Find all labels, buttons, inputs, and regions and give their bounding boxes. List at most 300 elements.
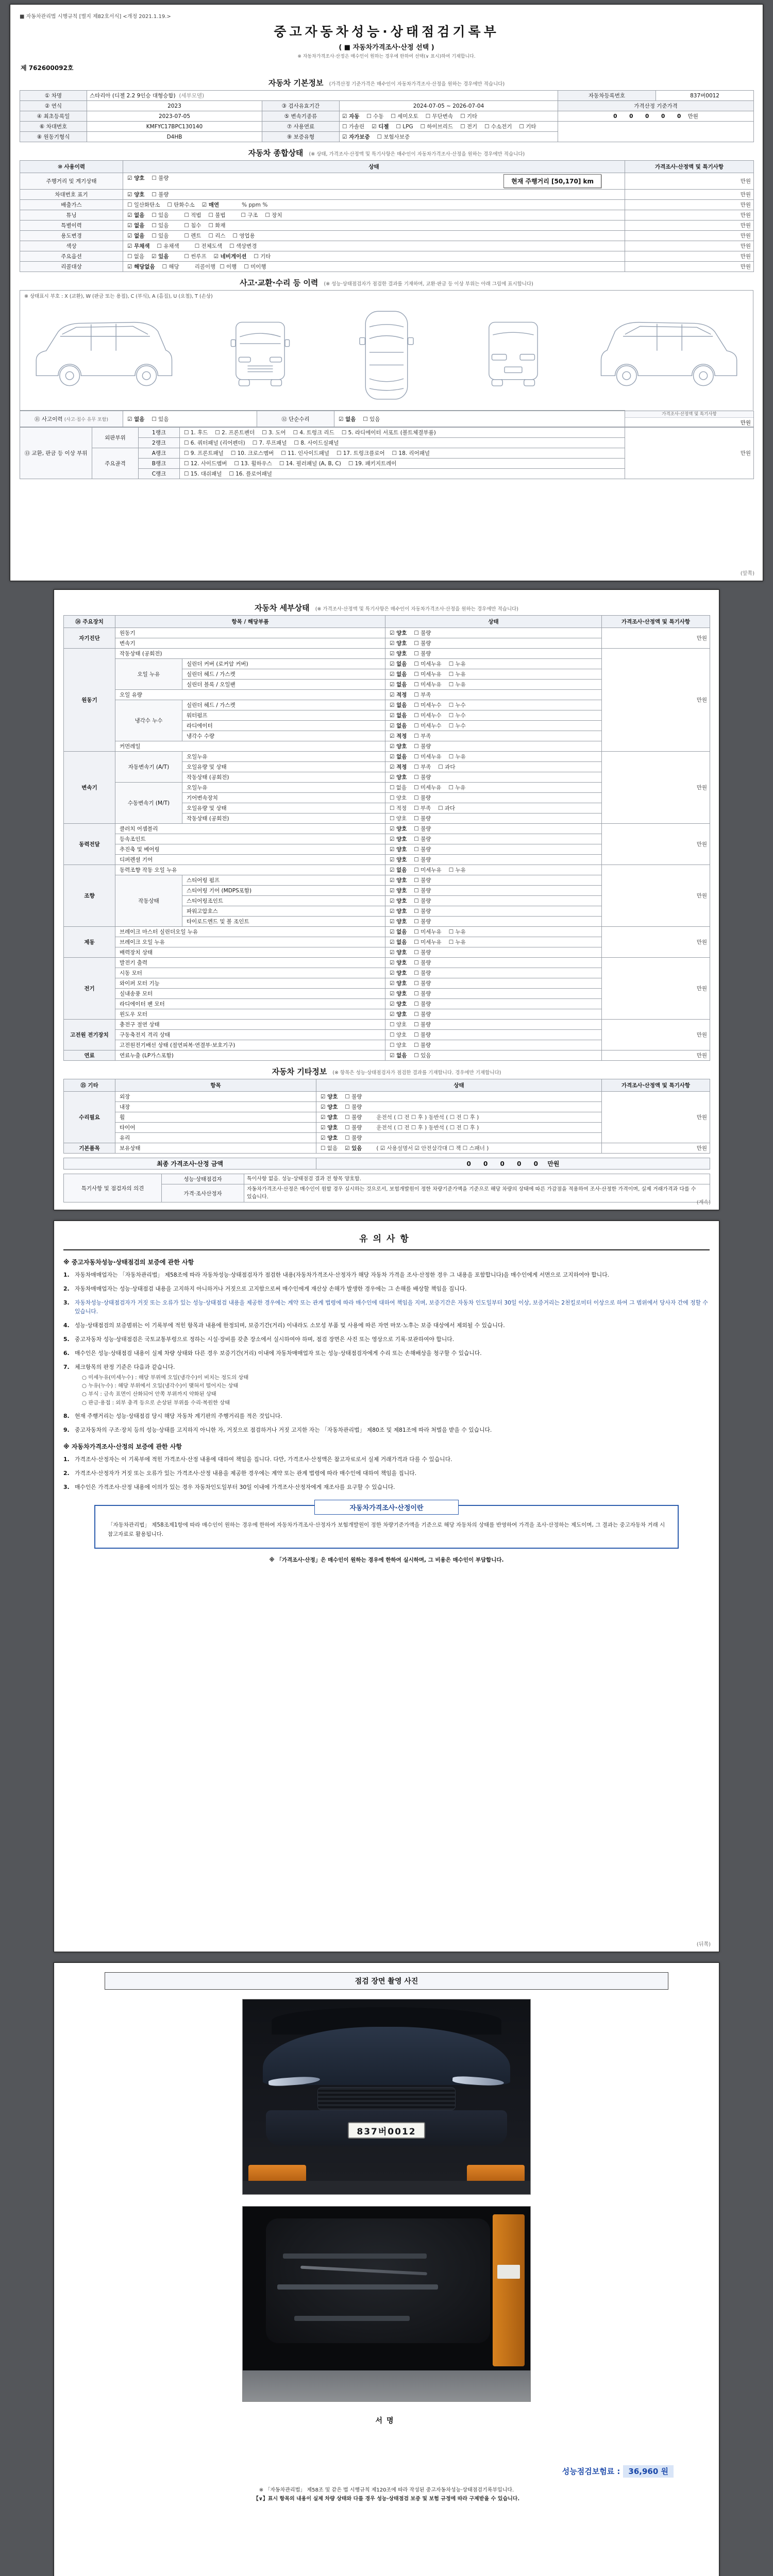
table-row [64, 1020, 710, 1030]
rank-category: 주요골격 [92, 448, 139, 479]
checkbox-unchecked[interactable]: ☐ 불법 [208, 212, 226, 218]
notice-text: 체크항목의 판정 기준은 다음과 같습니다. [75, 1363, 175, 1370]
checkbox-unchecked[interactable]: ☐ 유채색 [157, 243, 179, 249]
vehicle-rear-diagram [470, 304, 556, 407]
table-row [20, 91, 754, 101]
checkbox-unchecked[interactable]: ☐ 누수 [448, 723, 466, 729]
checkbox-unchecked[interactable]: ☐ 양호 [390, 816, 407, 822]
item-label: 실린더 블록 / 오일팬 [182, 680, 385, 690]
checkbox-unchecked[interactable]: ☐ 불량 [414, 630, 431, 636]
checkbox-unchecked[interactable]: ☐ 전기 [460, 124, 478, 130]
state-cell [385, 721, 602, 731]
checkbox-checked[interactable]: ☑ 있음 [152, 253, 169, 260]
checkbox-unchecked[interactable]: ☐ 12. 사이드멤버 [184, 461, 227, 467]
checkbox-unchecked[interactable]: ☐ 보험사보증 [377, 134, 410, 140]
subgroup-label: 냉각수 누수 [115, 700, 182, 741]
state-cell [385, 628, 602, 638]
under-body-shape [266, 2218, 490, 2343]
checkbox-unchecked[interactable]: ☐ 누유 [448, 671, 466, 677]
checkbox-checked[interactable]: ☑ 양호 [390, 908, 407, 914]
inspect-value: 2024-07-05 ~ 2026-07-04 [340, 101, 558, 111]
item-label: 냉각수 수량 [182, 731, 385, 741]
checkbox-unchecked[interactable]: ☐ 불량 [414, 908, 431, 914]
checkbox-unchecked[interactable]: ☐ 불량 [414, 919, 431, 925]
checkbox-unchecked[interactable]: ☐ 미이행 [244, 264, 266, 270]
checkbox-unchecked[interactable]: ☐ 불량 [414, 743, 431, 750]
checkbox-checked[interactable]: ☑ 양호 [390, 991, 407, 997]
checkbox-unchecked[interactable]: ☐ 부족 [414, 764, 431, 770]
price-cell: 만원 [625, 190, 754, 200]
checkbox-unchecked[interactable]: ☐ 세미오토 [391, 113, 418, 120]
checkbox-unchecked[interactable]: ☐ 누유 [448, 867, 466, 873]
checkbox-unchecked[interactable]: ☐ 불량 [414, 836, 431, 842]
checkbox-checked[interactable]: ☑ 없음 [390, 671, 407, 677]
transmission-label: ⑤ 변속기종류 [262, 111, 340, 122]
checkbox-unchecked[interactable]: ☐ 미세누유 [414, 671, 442, 677]
option-group [195, 243, 264, 249]
checkbox-checked[interactable]: ☑ 양호 [321, 1135, 338, 1141]
checkbox-unchecked[interactable]: ☐ 불량 [414, 826, 431, 832]
checkbox-checked[interactable]: ☑ 디젤 [372, 124, 389, 130]
notice-text: 가격조사·산정자는 이 기록부에 적힌 가격조사·산정 내용에 대하여 책임을 집니다. 다만, 가격조사·산정액은 참고자료로서 실제 거래가격과 다를 수 있습니다. [75, 1456, 452, 1463]
checkbox-unchecked[interactable]: ☐ 있음 [152, 233, 169, 239]
price-cell: 만원 [625, 241, 754, 251]
base-price-value: 0 0 0 0 0 만원 [558, 111, 754, 122]
checkbox-unchecked[interactable]: ☐ 8. 사이드실패널 [294, 440, 339, 446]
checkbox-unchecked[interactable]: ☐ 1. 후드 [184, 430, 208, 436]
checkbox-unchecked[interactable]: ☐ 없음 [321, 1145, 338, 1151]
checkbox-checked[interactable]: ☑ 있음 [345, 1145, 362, 1151]
item-label: 배력장치 상태 [115, 947, 385, 958]
checkbox-unchecked[interactable]: ☐ 누유 [448, 929, 466, 935]
option-group [184, 233, 262, 239]
checkbox-checked[interactable]: ☑ 없음 [390, 939, 407, 945]
state-cell [385, 762, 602, 772]
price-definition-text: 「자동차관리법」 제58조제1항에 따라 매수인이 원하는 경우에 한하여 자동차가격조사·산정자가 보험개발원이 정한 차량기준가액을 기준으로 해당 자동차의 상태를 반영하여 가격을 조사·산정하는 제도이며, 그 결과는 중고자동차 거래 시 참고자료로 활용됩니다. [108, 1522, 665, 1538]
checkbox-unchecked[interactable]: ☐ 부족 [414, 733, 431, 739]
checkbox-checked[interactable]: ☑ 양호 [390, 970, 407, 976]
checkbox-checked[interactable]: ☑ 자동 [342, 113, 360, 120]
checkbox-checked[interactable]: ☑ 없음 [390, 702, 407, 708]
table-row [20, 101, 754, 111]
checkbox-checked[interactable]: ☑ 없음 [127, 212, 145, 218]
checkbox-unchecked[interactable]: ☐ 있음 [363, 416, 380, 422]
checkbox-unchecked[interactable]: ☐ 전체도색 [194, 243, 223, 249]
notice-item [63, 1321, 710, 1330]
checkbox-unchecked[interactable]: ☐ 양호 [390, 795, 407, 801]
item-label: 클러치 어셈블리 [115, 824, 385, 834]
checkbox-unchecked[interactable]: ☐ 16. 플로어패널 [229, 471, 272, 477]
notice-item [63, 1284, 710, 1294]
checkbox-unchecked[interactable]: ☐ 하이브리드 [420, 124, 453, 130]
checkbox-unchecked[interactable]: ☐ 미세누수 [414, 723, 442, 729]
checkbox-checked[interactable]: ☑ 양호 [390, 950, 407, 956]
checkbox-checked[interactable]: ☑ 양호 [390, 826, 407, 832]
checkbox-checked[interactable]: ☑ 네비게이션 [213, 253, 247, 260]
checkbox-unchecked[interactable]: ☐ 무단변속 [425, 113, 453, 120]
fee-value: 36,960 원 [623, 2465, 674, 2478]
checkbox-unchecked[interactable]: ☐ LPG [396, 124, 413, 130]
checkbox-checked[interactable]: ☑ 양호 [390, 846, 407, 853]
checkbox-unchecked[interactable]: ☐ 불량 [345, 1125, 362, 1131]
checkbox-unchecked[interactable]: ☐ 해당 [162, 264, 179, 270]
fee-label: 성능점검보험료 : [562, 2467, 620, 2476]
page-4 [54, 1962, 719, 2576]
notice-item [63, 1335, 710, 1344]
checkbox-unchecked[interactable]: ☐ 부족 [414, 692, 431, 698]
checkbox-unchecked[interactable]: ☐ 불량 [414, 877, 431, 884]
checkbox-unchecked[interactable]: ☐ 불량 [414, 1022, 431, 1028]
item-label: 워터펌프 [182, 710, 385, 721]
checkbox-checked[interactable]: ☑ 양호 [390, 857, 407, 863]
checkbox-unchecked[interactable]: ☐ 불량 [414, 1001, 431, 1007]
notice-number: 2. [63, 1285, 70, 1292]
checkbox-unchecked[interactable]: ☐ 누유 [448, 682, 466, 688]
subgroup-label: 자동변속기 (A/T) [115, 752, 182, 783]
checkbox-unchecked[interactable]: ☐ 누유 [448, 939, 466, 945]
option-group [127, 243, 187, 249]
subgroup-label: 수동변속기 (M/T) [115, 783, 182, 824]
checkbox-unchecked[interactable]: ☐ 과다 [438, 805, 456, 811]
checkbox-unchecked[interactable]: ☐ 누유 [448, 754, 466, 760]
checkbox-unchecked[interactable]: ☐ 불량 [414, 795, 431, 801]
checkbox-unchecked[interactable]: ☐ 불량 [414, 950, 431, 956]
checkbox-checked[interactable]: ☑ 양호 [390, 630, 407, 636]
notice-text: 자동차매매업자는 성능·상태점검 내용을 고지하지 아니하거나 거짓으로 고지함으로써 매수인에게 재산상 손해가 발생한 경우에는 그 손해를 배상할 책임을 집니다. [75, 1285, 467, 1292]
checkbox-unchecked[interactable]: ☐ 가솔린 [342, 124, 365, 130]
checkbox-unchecked[interactable]: ☐ 누수 [448, 713, 466, 719]
checkbox-unchecked[interactable]: ☐ 적법 [184, 212, 201, 218]
section-head-detail [63, 602, 710, 613]
state-cell [385, 855, 602, 865]
checkbox-unchecked[interactable]: ☐ 15. 대쉬패널 [184, 471, 222, 477]
state-cell [123, 262, 625, 272]
checkbox-unchecked[interactable]: ☐ 썬루프 [184, 253, 207, 260]
state-extra: ( ☑ 사용설명서 ☑ 안전삼각대 ☐ 잭 ☐ 스패너 ) [376, 1145, 489, 1151]
price-cell: 만원 [625, 231, 754, 241]
checkbox-unchecked[interactable]: ☐ 장치 [265, 212, 282, 218]
device-label: 조향 [64, 865, 115, 927]
checkbox-unchecked[interactable]: ☐ 19. 패키지트레이 [348, 461, 397, 467]
checkbox-unchecked[interactable]: ☐ 화재 [208, 223, 226, 229]
checkbox-unchecked[interactable]: ☐ 불량 [152, 192, 169, 198]
checkbox-unchecked[interactable]: ☐ 미세누유 [414, 867, 442, 873]
detail-header-item: 항목 / 해당부품 [115, 616, 385, 628]
checkbox-checked[interactable]: ☑ 양호 [390, 919, 407, 925]
inspector-opinion: 특이사항 없음. 성능·상태점검 결과 전 항목 양호함. [244, 1174, 710, 1184]
checkbox-checked[interactable]: ☑ 양호 [321, 1114, 338, 1121]
checkbox-unchecked[interactable]: ☐ 14. 필러패널 (A, B, C) [279, 461, 341, 467]
checkbox-unchecked[interactable]: ☐ 불량 [414, 888, 431, 894]
overall-header-group: ⑩ 사용이력 [20, 161, 123, 173]
option-group [127, 202, 226, 208]
base-price-empty [558, 122, 754, 142]
checkbox-unchecked[interactable]: ☐ 17. 트렁크플로어 [337, 450, 385, 456]
rank-parts [180, 428, 625, 438]
checkbox-unchecked[interactable]: ☐ 누유 [448, 661, 466, 667]
checkbox-unchecked[interactable]: ☐ 미세누유 [414, 682, 442, 688]
checkbox-unchecked[interactable]: ☐ 2. 프론트펜더 [215, 430, 255, 436]
rank-label: 2랭크 [139, 438, 180, 448]
checkbox-checked[interactable]: ☑ 적정 [390, 692, 407, 698]
checkbox-unchecked[interactable]: ☐ 불량 [414, 640, 431, 647]
checkbox-unchecked[interactable]: ☐ 불량 [414, 1042, 431, 1048]
page-footer: (뒤쪽) [696, 1942, 711, 1947]
price-cell: 만원 [625, 210, 754, 221]
checkbox-unchecked[interactable]: ☐ 미세누유 [414, 939, 442, 945]
checkbox-unchecked[interactable]: ☐ 불량 [414, 960, 431, 966]
checkbox-unchecked[interactable]: ☐ 11. 인사이드패널 [281, 450, 329, 456]
device-label: 변속기 [64, 752, 115, 824]
state-cell [385, 824, 602, 834]
final-price-value: 0 0 0 0 0 만원 [316, 1158, 710, 1170]
notice-number: 2. [63, 1469, 70, 1477]
lift-sticker [497, 2265, 520, 2278]
item-label: 실내송풍 모터 [115, 989, 385, 999]
checkbox-unchecked[interactable]: ☐ 누유 [448, 785, 466, 791]
section-title-detail: 자동차 세부상태 [254, 603, 310, 613]
accident-history-table [20, 411, 754, 427]
checkbox-unchecked[interactable]: ☐ 탄화수소 [167, 202, 195, 208]
checkbox-unchecked[interactable]: ☐ 없음 [127, 253, 145, 260]
checkbox-checked[interactable]: ☑ 없음 [390, 867, 407, 873]
checkbox-unchecked[interactable]: ☐ 미세누유 [414, 785, 442, 791]
notice-item [63, 1412, 710, 1421]
rank-label: A랭크 [139, 448, 180, 459]
checkbox-checked[interactable]: ☑ 없음 [390, 682, 407, 688]
checkbox-checked[interactable]: ☑ 없음 [390, 661, 407, 667]
checkbox-checked[interactable]: ☑ 없음 [390, 754, 407, 760]
checkbox-checked[interactable]: ☑ 없음 [390, 713, 407, 719]
checkbox-unchecked[interactable]: ☐ 양호 [390, 1022, 407, 1028]
checkbox-unchecked[interactable]: ☐ 렌트 [184, 233, 201, 239]
state-cell [385, 865, 602, 875]
checkbox-checked[interactable]: ☑ 없음 [390, 929, 407, 935]
notice-text: 중고자동차의 구조·장치 등의 성능·상태를 고지하지 아니한 자, 거짓으로 점검하거나 거짓 고지한 자는 「자동차관리법」 제80조 및 제81조에 따라 처벌을 받을 수 있습니다. [75, 1427, 492, 1434]
device-label: 연료 [64, 1050, 115, 1061]
state-cell [385, 906, 602, 917]
page-footer: (계속) [696, 1200, 711, 1206]
notice-title: 유의사항 [63, 1228, 710, 1250]
section-note-overall: (※ 상태, 가격조사·산정액 및 특기사항은 매수인이 자동차가격조사·산정을 원하는 경우에만 적습니다) [309, 151, 525, 157]
checkbox-unchecked[interactable]: ☐ 미세누유 [414, 754, 442, 760]
checkbox-unchecked[interactable]: ☐ 기타 [460, 113, 478, 120]
checkbox-checked[interactable]: ☑ 양호 [390, 651, 407, 657]
checkbox-unchecked[interactable]: ☐ 미세누유 [414, 929, 442, 935]
price-cell: 만원 [602, 1143, 710, 1154]
cross-member-shape [294, 2316, 409, 2321]
checkbox-unchecked[interactable]: ☐ 영업용 [232, 233, 255, 239]
item-label: 원동기 [115, 628, 385, 638]
checkbox-checked[interactable]: ☑ 양호 [390, 877, 407, 884]
state-cell [385, 999, 602, 1009]
checkbox-unchecked[interactable]: ☐ 불량 [345, 1135, 362, 1141]
checkbox-checked[interactable]: ☑ 적정 [390, 764, 407, 770]
price-cell: 만원 [625, 428, 754, 479]
vin-value: KMFYC17BPC130140 [87, 122, 262, 132]
table-row [64, 752, 710, 762]
price-cell: 만원 [602, 752, 710, 824]
checkbox-unchecked[interactable]: ☐ 일산화탄소 [127, 202, 160, 208]
checkbox-unchecked[interactable]: ☐ 있음 [414, 1053, 431, 1059]
checkbox-unchecked[interactable]: ☐ 있음 [152, 212, 169, 218]
checkbox-checked[interactable]: ☑ 양호 [390, 1001, 407, 1007]
checkbox-checked[interactable]: ☑ 양호 [390, 888, 407, 894]
checkbox-unchecked[interactable]: ☐ 불량 [414, 898, 431, 904]
section-note-detail: (※ 가격조사·산정액 및 특기사항은 매수인이 자동차가격조사·산정을 원하는 경우에만 적습니다) [315, 606, 519, 612]
checkbox-unchecked[interactable]: ☐ 불량 [414, 846, 431, 853]
checkbox-unchecked[interactable]: ☐ 불량 [414, 774, 431, 781]
checkbox-unchecked[interactable]: ☐ 불량 [414, 991, 431, 997]
checkbox-checked[interactable]: ☑ 양호 [127, 192, 145, 198]
checkbox-unchecked[interactable]: ☐ 부족 [414, 805, 431, 811]
checkbox-unchecked[interactable]: ☐ 불량 [345, 1094, 362, 1100]
checkbox-unchecked[interactable]: ☐ 불량 [152, 175, 169, 181]
checkbox-checked[interactable]: ☑ 양호 [390, 1011, 407, 1018]
checkbox-unchecked[interactable]: ☐ 18. 리어패널 [392, 450, 430, 456]
checkbox-unchecked[interactable]: ☐ 있음 [152, 416, 169, 422]
checkbox-checked[interactable]: ☑ 양호 [390, 898, 407, 904]
checkbox-checked[interactable]: ☑ 없음 [339, 416, 356, 422]
device-label: 전기 [64, 958, 115, 1020]
checkbox-checked[interactable]: ☑ 양호 [390, 980, 407, 987]
price-cell: 가격조사·산정액 및 특기사항 만원 [625, 411, 754, 427]
checkbox-checked[interactable]: ☑ 없음 [127, 223, 145, 229]
checkbox-unchecked[interactable]: ☐ 색상변경 [229, 243, 257, 249]
checkbox-checked[interactable]: ☑ 해당없음 [127, 264, 155, 270]
checkbox-checked[interactable]: ☑ 양호 [390, 836, 407, 842]
checkbox-unchecked[interactable]: ☐ 불량 [345, 1114, 362, 1121]
checkbox-unchecked[interactable]: ☐ 불량 [414, 980, 431, 987]
checkbox-unchecked[interactable]: ☐ 불량 [414, 651, 431, 657]
checkbox-unchecked[interactable]: ☐ 이행 [220, 264, 237, 270]
item-label: 등속조인트 [115, 834, 385, 844]
option-group [241, 212, 290, 218]
basic-info-table [20, 90, 754, 142]
checkbox-unchecked[interactable]: ☐ 불량 [414, 970, 431, 976]
checkbox-unchecked[interactable]: ☐ 미세누수 [414, 713, 442, 719]
price-cell: 만원 [602, 958, 710, 1020]
item-label: 오일누유 [182, 783, 385, 793]
rank-parts [180, 448, 625, 459]
year-value: 2023 [87, 101, 262, 111]
checkbox-checked[interactable]: ☑ 없음 [390, 1053, 407, 1059]
checkbox-unchecked[interactable]: ☐ 불량 [414, 1011, 431, 1018]
option-group [184, 223, 232, 229]
checkbox-checked[interactable]: ☑ 자가보증 [342, 134, 370, 140]
checkbox-checked[interactable]: ☑ 적정 [390, 733, 407, 739]
mileage-callout: 현재 주행거리 [50,170] km [503, 174, 601, 188]
checkbox-unchecked[interactable]: ☐ 없음 [390, 785, 407, 791]
exchange-label: ⑬ 교환, 판금 등 이상 부위 [20, 428, 92, 479]
etc-header-price: 가격조사·산정액 및 특기사항 [602, 1079, 710, 1092]
state-cell [123, 221, 625, 231]
checkbox-checked[interactable]: ☑ 무채색 [127, 243, 150, 249]
item-label: 브레이크 마스터 실린더오일 누유 [115, 927, 385, 937]
checkbox-unchecked[interactable]: ☐ 구조 [241, 212, 258, 218]
item-label: 보유상태 [115, 1143, 316, 1154]
checkbox-unchecked[interactable]: ☐ 미세누수 [414, 702, 442, 708]
checkbox-unchecked[interactable]: ☐ 불량 [345, 1104, 362, 1110]
item-label: 기어변속장치 [182, 793, 385, 803]
item-label: 변속기 [115, 638, 385, 649]
checkbox-unchecked[interactable]: ☐ 수동 [366, 113, 384, 120]
checkbox-checked[interactable]: ☑ 매연 [201, 202, 220, 208]
signature-area[interactable] [110, 2426, 663, 2462]
notice-subitem: ○ 누유(누수) : 해당 부위에서 오일(냉각수)이 맺혀서 떨어지는 상태 [82, 1382, 239, 1389]
table-row [20, 428, 754, 438]
checkbox-unchecked[interactable]: ☐ 미세누유 [414, 661, 442, 667]
price-definition-foot: ※ 「가격조사·산정」은 매수인이 원하는 경우에 한하여 실시하며, 그 비용은 매수인이 부담합니다. [269, 1557, 504, 1564]
checkbox-unchecked[interactable]: ☐ 3. 도어 [262, 430, 286, 436]
checkbox-checked[interactable]: ☑ 없음 [127, 233, 145, 239]
section-note-accident: (※ 성능·상태점검자가 점검한 결과를 기재하며, 교환·판금 등 이상 부위는 아래 그림에 표시합니다) [324, 281, 533, 287]
item-label: 유리 [115, 1133, 316, 1143]
state-cell [385, 741, 602, 752]
checkbox-unchecked[interactable]: ☐ 수소전기 [484, 124, 512, 130]
checkbox-unchecked[interactable]: ☐ 4. 트렁크 리드 [293, 430, 334, 436]
table-row [20, 173, 754, 190]
state-cell [385, 1030, 602, 1040]
device-label: 원동기 [64, 649, 115, 752]
checkbox-unchecked[interactable]: ☐ 과다 [438, 764, 456, 770]
checkbox-unchecked[interactable]: ☐ 있음 [152, 223, 169, 229]
checkbox-unchecked[interactable]: ☐ 5. 라디에이터 서포트 (볼트체결부품) [341, 430, 436, 436]
doc-title: 중고자동차성능·상태점검기록부 [274, 24, 499, 39]
checkbox-checked[interactable]: ☑ 양호 [390, 960, 407, 966]
checkbox-unchecked[interactable]: ☐ 불량 [414, 1032, 431, 1038]
section-note-basic: (가격산정 기준가격은 매수인이 자동차가격조사·산정을 원하는 경우에만 적습니다) [329, 81, 505, 87]
checkbox-unchecked[interactable]: ☐ 침수 [184, 223, 201, 229]
item-label: 시동 모터 [115, 968, 385, 978]
overall-header-price: 가격조사·산정액 및 특기사항 [625, 161, 754, 173]
checkbox-checked[interactable]: ☑ 양호 [321, 1104, 338, 1110]
checkbox-checked[interactable]: ☑ 양호 [390, 640, 407, 647]
item-label: 오일유량 및 상태 [182, 762, 385, 772]
checkbox-unchecked[interactable]: ☐ 적정 [390, 805, 407, 811]
checkbox-checked[interactable]: ☑ 양호 [390, 774, 407, 781]
reg-no-label: 자동차등록번호 [558, 91, 656, 101]
checkbox-checked[interactable]: ☑ 없음 [390, 723, 407, 729]
checkbox-unchecked[interactable]: ☐ 양호 [390, 1042, 407, 1048]
checkbox-unchecked[interactable]: ☐ 기타 [519, 124, 536, 130]
state-cell [385, 886, 602, 896]
checkbox-checked[interactable]: ☑ 없음 [127, 416, 145, 422]
table-row [20, 190, 754, 200]
state-cell [385, 968, 602, 978]
checkbox-unchecked[interactable]: ☐ 6. 쿼터패널 (리어펜더) [184, 440, 245, 446]
checkbox-checked[interactable]: ☑ 양호 [390, 743, 407, 750]
checkbox-unchecked[interactable]: ☐ 리스 [208, 233, 226, 239]
checkbox-unchecked[interactable]: ☐ 10. 크로스멤버 [230, 450, 274, 456]
state-cell [123, 231, 625, 241]
notice-number: 9. [63, 1427, 70, 1434]
checkbox-unchecked[interactable]: ☐ 9. 프론트패널 [184, 450, 224, 456]
table-row [64, 1143, 710, 1154]
checkbox-unchecked[interactable]: ☐ 기타 [254, 253, 271, 260]
rank-label: B랭크 [139, 459, 180, 469]
checkbox-unchecked[interactable]: ☐ 양호 [390, 1032, 407, 1038]
checkbox-checked[interactable]: ☑ 양호 [127, 175, 145, 181]
checkbox-unchecked[interactable]: ☐ 누수 [448, 702, 466, 708]
table-row [20, 251, 754, 262]
checkbox-checked[interactable]: ☑ 양호 [321, 1125, 338, 1131]
checkbox-checked[interactable]: ☑ 양호 [321, 1094, 338, 1100]
checkbox-unchecked[interactable]: ☐ 불량 [414, 857, 431, 863]
checkbox-unchecked[interactable]: ☐ 7. 루프패널 [252, 440, 287, 446]
checkbox-unchecked[interactable]: ☐ 불량 [414, 816, 431, 822]
checkbox-unchecked[interactable]: ☐ 13. 휠하우스 [234, 461, 272, 467]
